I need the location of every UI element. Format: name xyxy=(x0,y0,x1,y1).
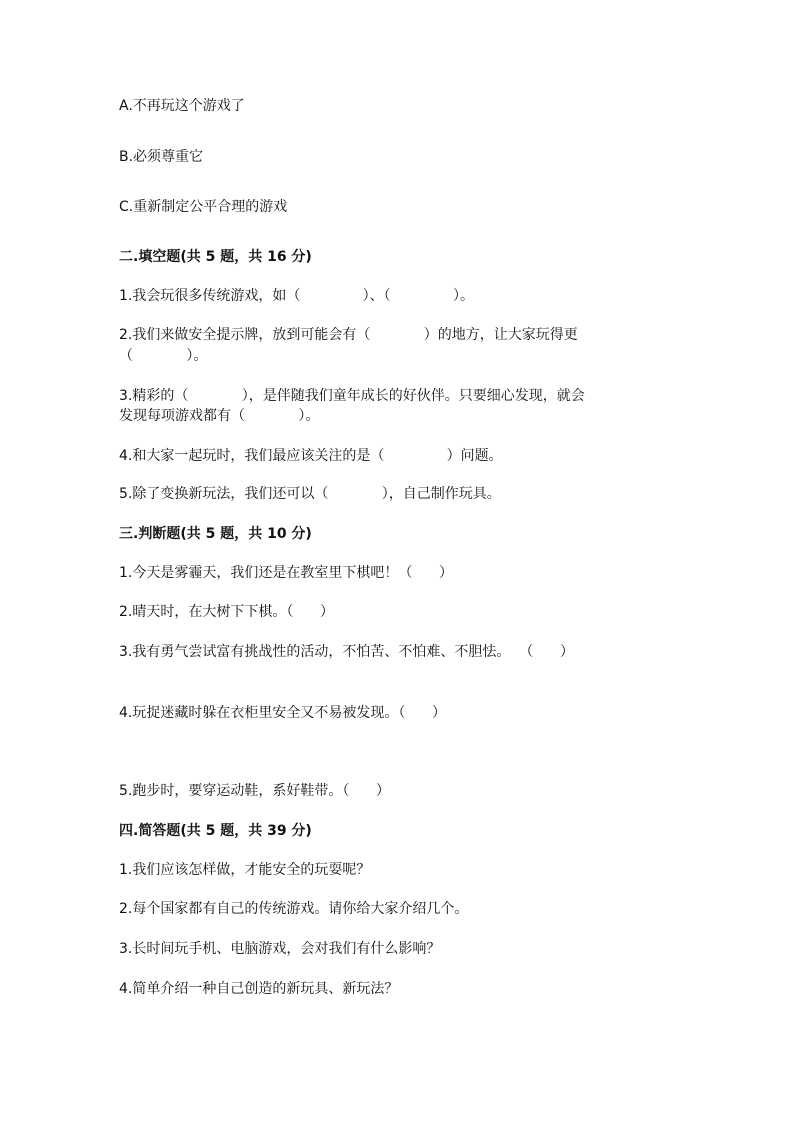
answer-question-4: 4.简单介绍一种自己创造的新玩具、新玩法？ xyxy=(119,981,399,997)
fill-question-2-line-1: 2.我们来做安全提示牌，放到可能会有（ ）的地方，让大家玩得更 xyxy=(119,327,578,343)
fill-question-3-line-2: 发现每项游戏都有（ ）。 xyxy=(119,408,320,424)
fill-question-5: 5.除了变换新玩法，我们还可以（ ），自己制作玩具。 xyxy=(119,486,501,502)
section-title-judgement: 三.判断题(共 5 题，共 10 分) xyxy=(119,526,312,542)
option-a: A.不再玩这个游戏了 xyxy=(119,98,245,114)
judge-question-1: 1.今天是雾霾天，我们还是在教室里下棋吧！（ ） xyxy=(119,565,454,581)
section-title-fill-in: 二.填空题(共 5 题，共 16 分) xyxy=(119,249,312,265)
option-b: B.必须尊重它 xyxy=(119,149,204,165)
fill-question-3-line-1: 3.精彩的（ ），是伴随我们童年成长的好伙伴。只要细心发现，就会 xyxy=(119,388,585,404)
answer-question-3: 3.长时间玩手机、电脑游戏，会对我们有什么影响？ xyxy=(119,941,441,957)
answer-question-2: 2.每个国家都有自己的传统游戏。请你给大家介绍几个。 xyxy=(119,901,469,917)
judge-question-2: 2.晴天时，在大树下下棋。（ ） xyxy=(119,604,335,620)
section-title-short-answer: 四.简答题(共 5 题，共 39 分) xyxy=(119,823,312,839)
judge-question-4: 4.玩捉迷藏时躲在衣柜里安全又不易被发现。（ ） xyxy=(119,705,447,721)
option-c: C.重新制定公平合理的游戏 xyxy=(119,199,288,215)
fill-question-4: 4.和大家一起玩时，我们最应该关注的是（ ）问题。 xyxy=(119,448,503,464)
fill-question-1: 1.我会玩很多传统游戏，如（ ）、（ ）。 xyxy=(119,288,474,304)
answer-question-1: 1.我们应该怎样做，才能安全的玩耍呢？ xyxy=(119,862,371,878)
judge-question-3: 3.我有勇气尝试富有挑战性的活动，不怕苦、不怕难、不胆怯。 （ ） xyxy=(119,644,574,660)
fill-question-2-line-2: （ ）。 xyxy=(119,348,208,364)
judge-question-5: 5.跑步时，要穿运动鞋，系好鞋带。（ ） xyxy=(119,783,391,799)
